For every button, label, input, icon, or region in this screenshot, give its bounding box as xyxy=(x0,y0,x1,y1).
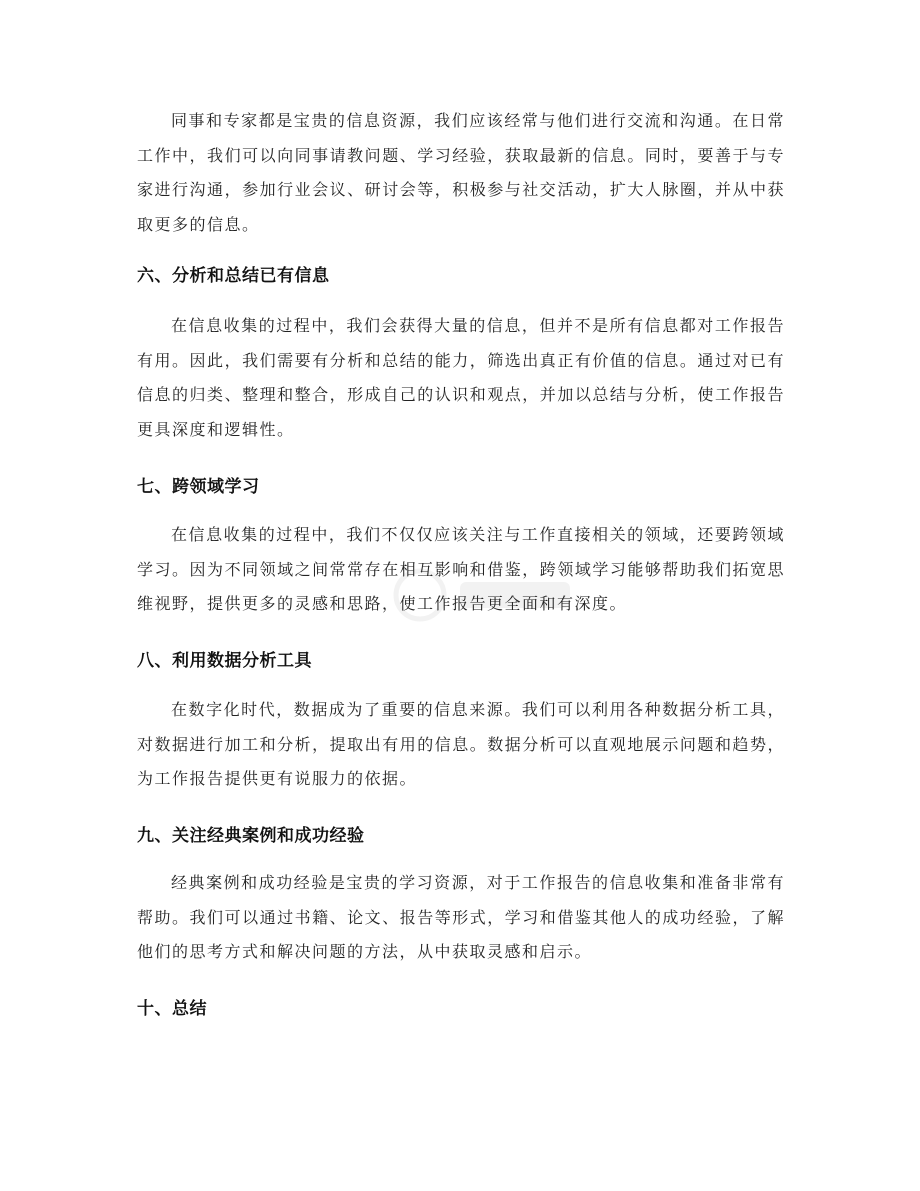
paragraph-section-7: 在信息收集的过程中，我们不仅仅应该关注与工作直接相关的领域，还要跨领域学习。因为不同领域之间常常存在相互影响和借鉴，跨领域学习能够帮助我们拓宽思维视野，提供更多的灵感和思路，使工作报告更全面和有深度。 xyxy=(137,525,785,614)
heading-section-6: 六、分析和总结已有信息 xyxy=(137,266,330,286)
paragraph-section-6: 在信息收集的过程中，我们会获得大量的信息，但并不是所有信息都对工作报告有用。因此，我们需要有分析和总结的能力，筛选出真正有价值的信息。通过对已有信息的归类、整理和整合，形成自己的认识和观点，并加以总结与分析，使工作报告更具深度和逻辑性。 xyxy=(137,316,785,440)
paragraph-colleagues-experts: 同事和专家都是宝贵的信息资源，我们应该经常与他们进行交流和沟通。在日常工作中，我们可以向同事请教问题、学习经验，获取最新的信息。同时，要善于与专家进行沟通，参加行业会议、研讨会等，积极参与社交活动，扩大人脉圈，并从中获取更多的信息。 xyxy=(137,111,785,235)
paragraph-section-8: 在数字化时代，数据成为了重要的信息来源。我们可以利用各种数据分析工具，对数据进行加工和分析，提取出有用的信息。数据分析可以直观地展示问题和趋势，为工作报告提供更有说服力的依据。 xyxy=(137,700,785,789)
heading-section-7: 七、跨领域学习 xyxy=(137,477,260,497)
heading-section-8: 八、利用数据分析工具 xyxy=(137,651,312,671)
heading-section-10: 十、总结 xyxy=(137,999,207,1019)
heading-section-9: 九、关注经典案例和成功经验 xyxy=(137,826,365,846)
paragraph-section-9: 经典案例和成功经验是宝贵的学习资源，对于工作报告的信息收集和准备非常有帮助。我们可以通过书籍、论文、报告等形式，学习和借鉴其他人的成功经验，了解他们的思考方式和解决问题的方法，从中获取灵感和启示。 xyxy=(137,873,785,962)
